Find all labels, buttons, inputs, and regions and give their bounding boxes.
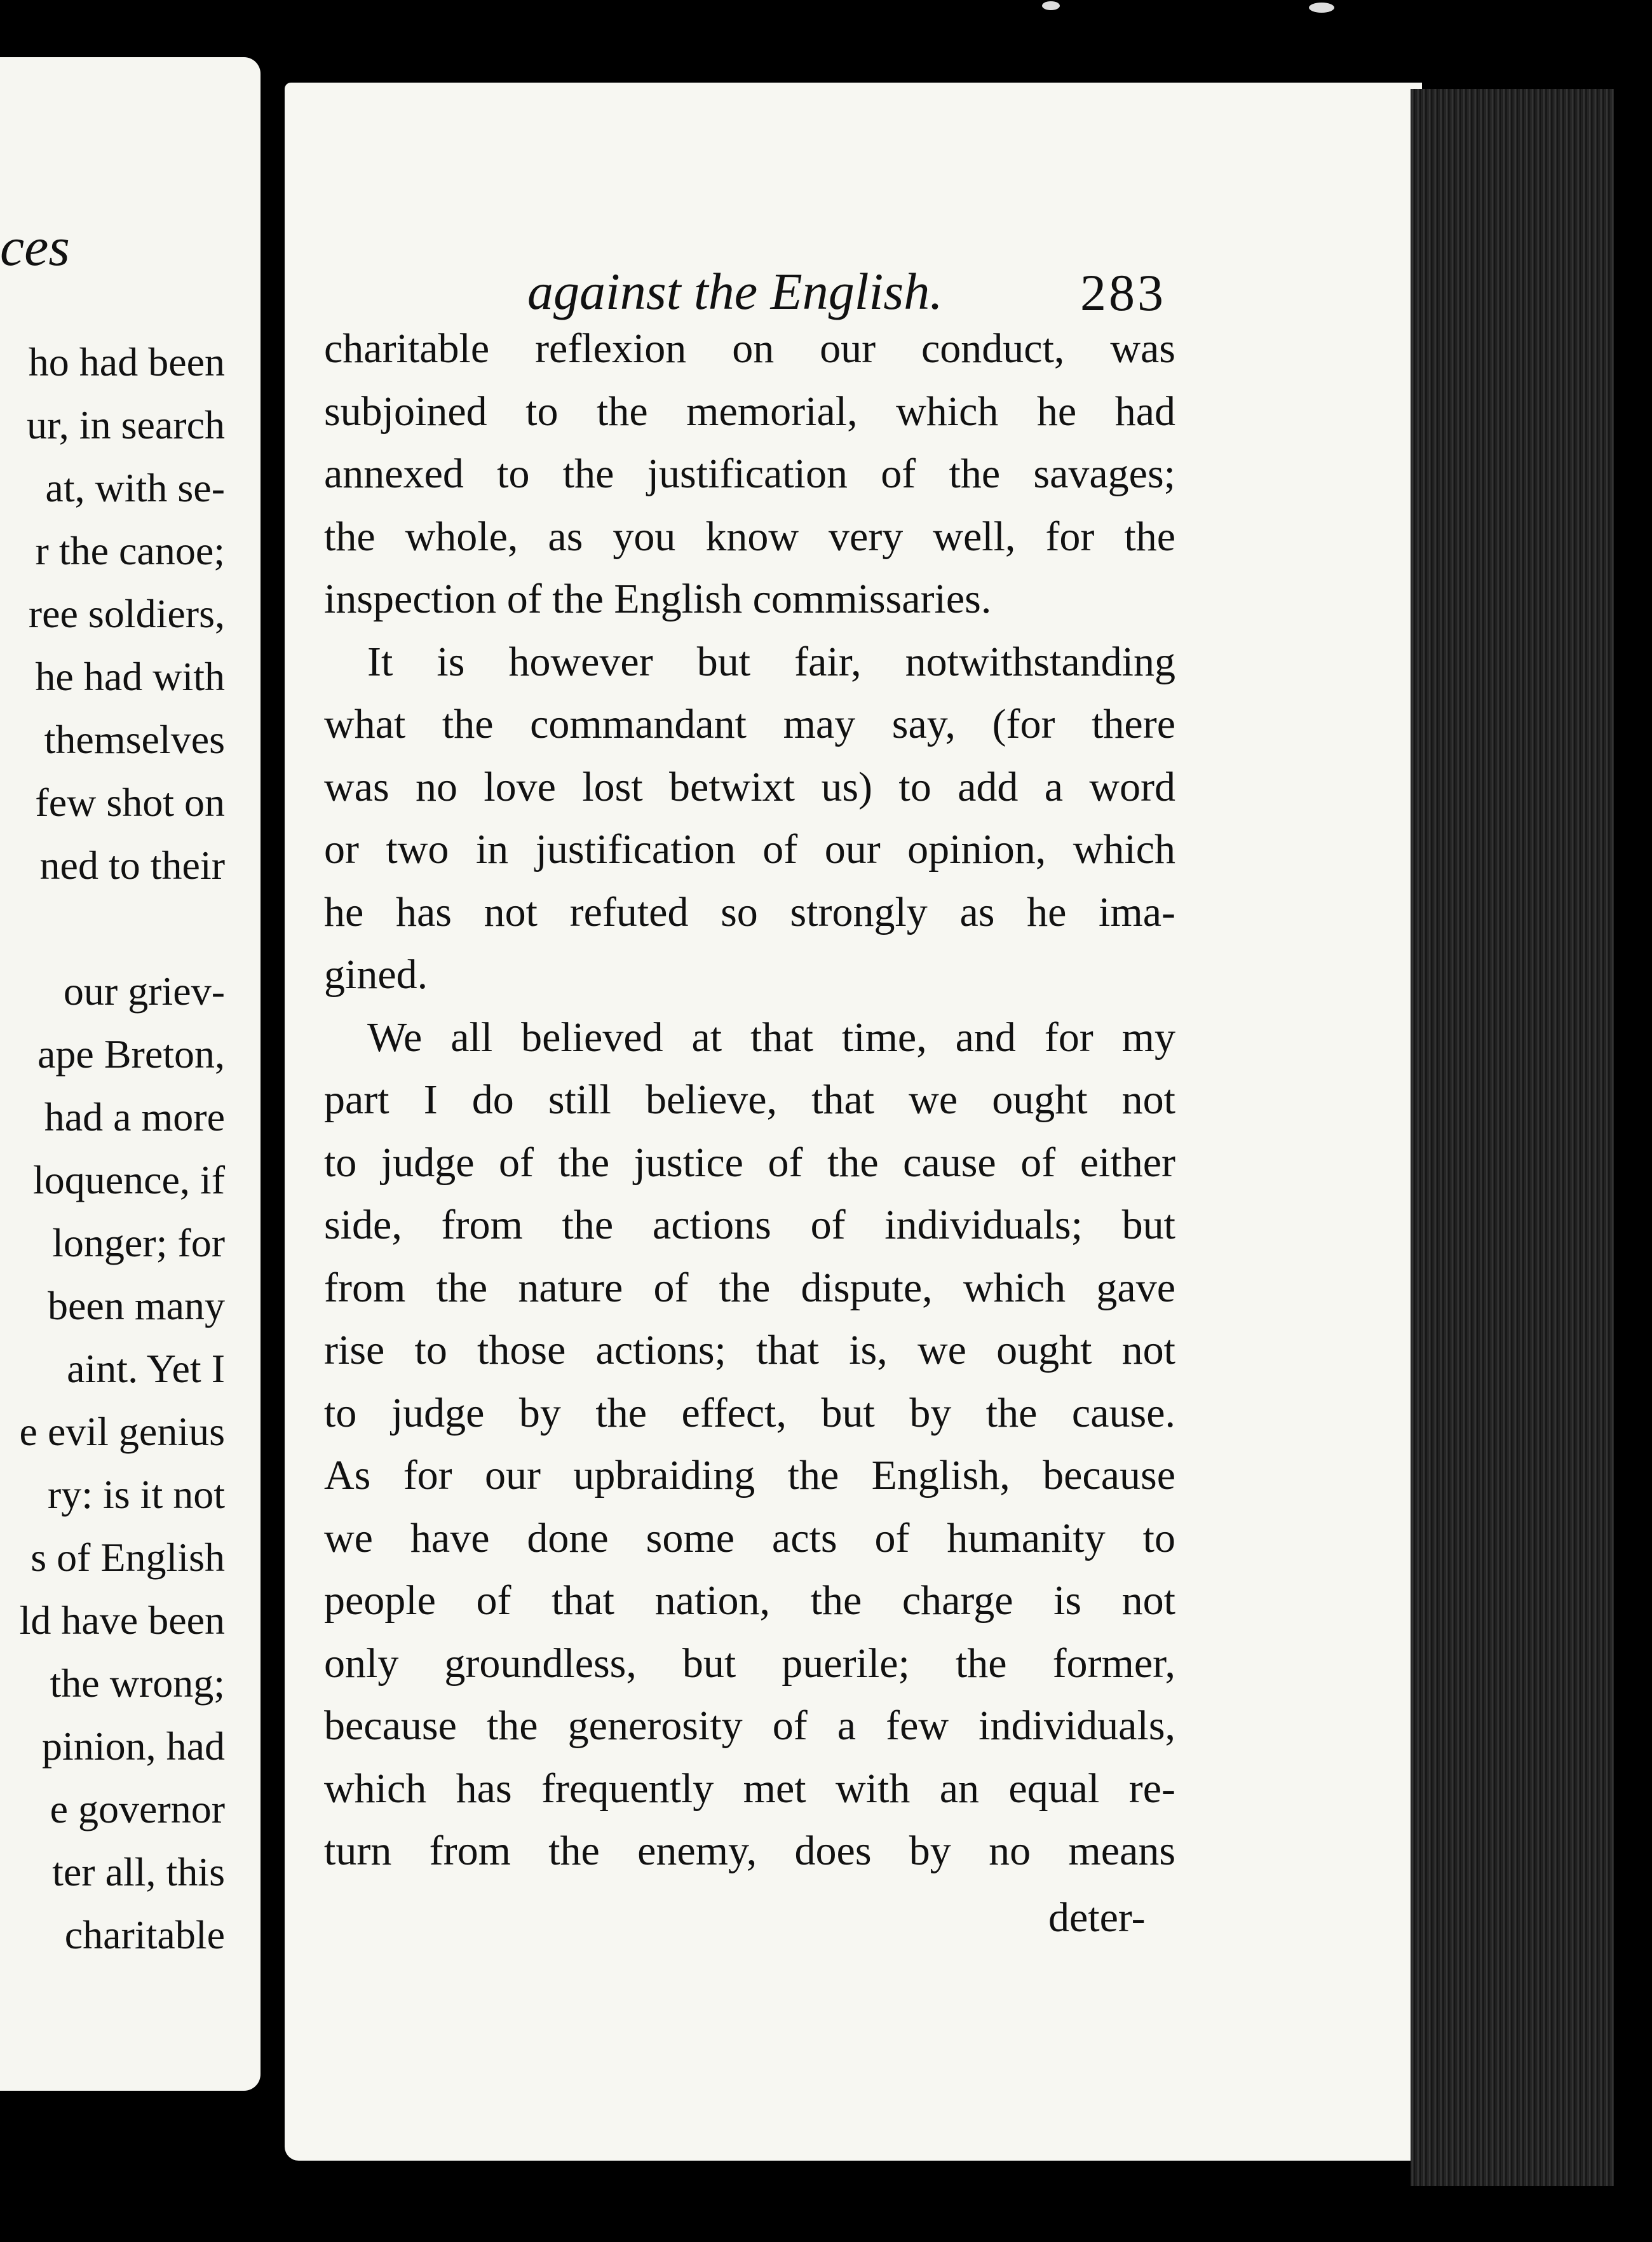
body-text-line: inspection of the English commissaries. xyxy=(324,576,992,622)
running-head: against the English. xyxy=(527,262,943,320)
page-edges xyxy=(1411,89,1614,2186)
left-text-line: ape Breton, xyxy=(37,1031,225,1077)
body-text-line: side, from the actions of individuals; but xyxy=(324,1202,1175,1248)
body-text-line: annexed to the justification of the savages; xyxy=(324,451,1175,497)
left-text-line: ned to their xyxy=(39,843,225,888)
body-text-line: we have done some acts of humanity to xyxy=(324,1514,1175,1561)
top-edge-mark xyxy=(1042,1,1060,10)
left-text-line: the wrong; xyxy=(50,1661,225,1706)
body-text-line: As for our upbraiding the English, because xyxy=(324,1452,1175,1498)
left-text-line: our griev- xyxy=(63,968,225,1014)
body-text-line: only groundless, but puerile; the former, xyxy=(324,1640,1175,1687)
left-text-line: r the canoe; xyxy=(35,528,225,573)
left-text-line: s of English xyxy=(30,1535,225,1580)
body-text-line: because the generosity of a few individuals, xyxy=(324,1702,1175,1749)
left-text-line: ur, in search xyxy=(27,402,225,447)
left-text-line: he had with xyxy=(35,654,225,699)
body-text-line: which has frequently met with an equal re- xyxy=(324,1765,1175,1812)
body-text-line: to judge of the justice of the cause of either xyxy=(324,1139,1175,1186)
left-text-line: e evil genius xyxy=(19,1409,225,1454)
body-text-line: charitable reflexion on our conduct, was xyxy=(324,325,1175,372)
left-text-line: charitable xyxy=(64,1912,225,1957)
left-text-line: aint. Yet I xyxy=(67,1346,225,1391)
left-text-line: ho had been xyxy=(28,339,225,384)
body-text-line: gined. xyxy=(324,951,428,998)
left-text-line: longer; for xyxy=(52,1220,225,1265)
left-text-line: ry: is it not xyxy=(47,1472,225,1517)
left-text-line: e governor xyxy=(50,1786,225,1831)
body-text-line: the whole, as you know very well, for the xyxy=(324,513,1175,560)
body-text-line: or two in justification of our opinion, which xyxy=(324,826,1175,873)
body-text-line: turn from the enemy, does by no means xyxy=(324,1828,1175,1874)
body-text-line: to judge by the effect, but by the cause. xyxy=(324,1389,1175,1436)
body-text xyxy=(324,318,1175,1883)
body-text-line: from the nature of the dispute, which gave xyxy=(324,1264,1175,1311)
left-text-line: at, with se- xyxy=(45,465,225,510)
top-edge-mark xyxy=(1309,3,1334,13)
left-page-text xyxy=(0,330,225,1966)
left-text-line: had a more xyxy=(44,1094,225,1139)
left-text-line: ter all, this xyxy=(52,1849,225,1894)
catchword: deter- xyxy=(1048,1894,1146,1941)
left-page xyxy=(0,57,261,2091)
body-text-line: part I do still believe, that we ought not xyxy=(324,1077,1175,1123)
left-text-line: themselves xyxy=(44,717,225,762)
body-text-line: he has not refuted so strongly as he ima- xyxy=(324,888,1175,935)
body-text-line: what the commandant may say, (for there xyxy=(324,701,1175,747)
page-number: 283 xyxy=(1080,264,1166,322)
left-text-line: few shot on xyxy=(35,780,225,825)
left-text-line: ree soldiers, xyxy=(28,591,225,636)
left-text-line: loquence, if xyxy=(32,1157,225,1202)
left-text-line xyxy=(0,897,225,960)
body-text-line: was no love lost betwixt us) to add a word xyxy=(324,763,1175,810)
body-text-line: It is however but fair, notwithstanding xyxy=(367,638,1175,685)
body-text-line: rise to those actions; that is, we ought not xyxy=(324,1327,1175,1373)
left-page-running-head: ces xyxy=(0,216,70,277)
left-text-line: pinion, had xyxy=(42,1723,225,1769)
body-text-line: people of that nation, the charge is not xyxy=(324,1577,1175,1624)
left-text-line: been many xyxy=(48,1283,225,1328)
body-text-line: subjoined to the memorial, which he had xyxy=(324,388,1175,435)
left-text-line: ld have been xyxy=(19,1598,225,1643)
body-text-line: We all believed at that time, and for my xyxy=(367,1014,1175,1061)
